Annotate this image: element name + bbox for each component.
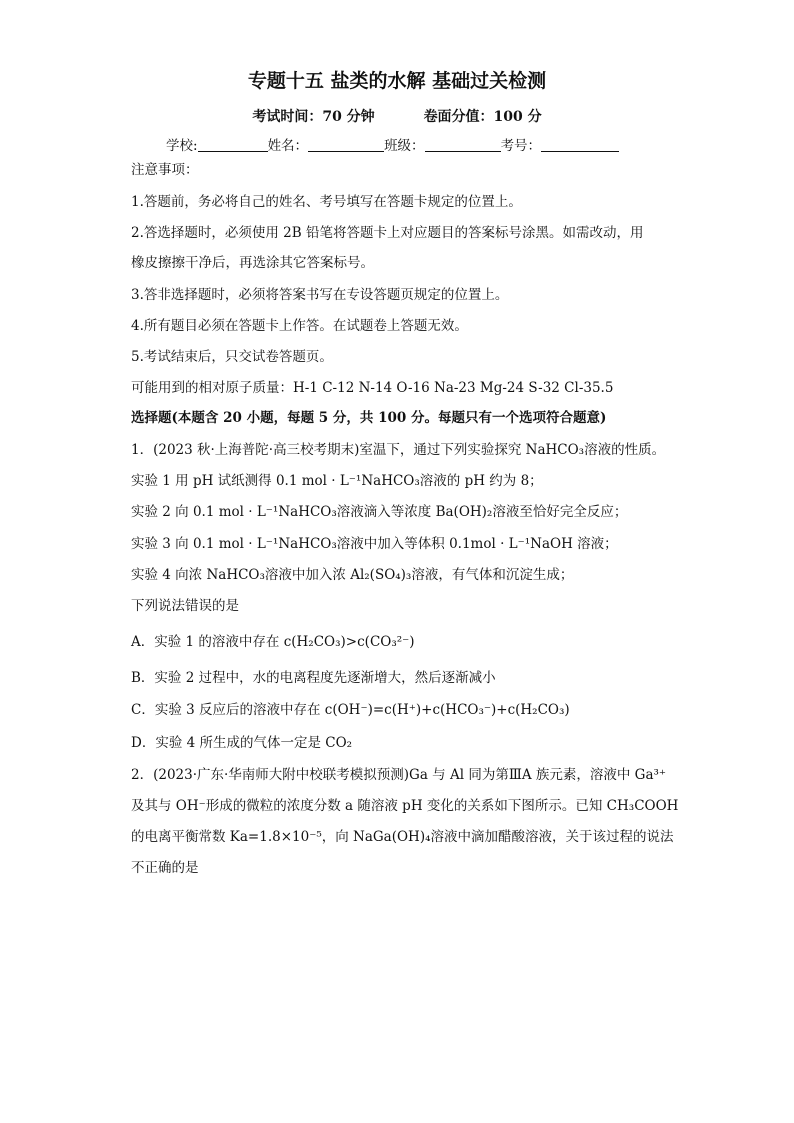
student-info-row xyxy=(166,134,619,154)
question-2-line: 2．(2023·广东·华南师大附中校联考模拟预测)Ga 与 Al 同为第ⅢA 族元素，溶液中 Ga³⁺ xyxy=(131,767,667,783)
question-2-line: 不正确的是 xyxy=(131,860,199,876)
school-field[interactable] xyxy=(198,137,268,152)
total-score: 卷面分值：100 分 xyxy=(423,109,542,125)
exam-meta xyxy=(0,106,794,126)
question-1-stem: 1．(2023 秋·上海普陀·高三校考期末)室温下，通过下列实验探究 NaHCO₃溶液的性质。 xyxy=(131,442,666,458)
exam-number-field[interactable] xyxy=(541,137,619,152)
exam-time: 考试时间：70 分钟 xyxy=(252,109,375,125)
notice-item: 1.答题前，务必将自己的姓名、考号填写在答题卡规定的位置上。 xyxy=(131,194,522,210)
notice-heading: 注意事项： xyxy=(131,162,199,178)
option-a: A．实验 1 的溶液中存在 c(H₂CO₃)>c(CO₃²⁻) xyxy=(131,634,415,650)
page-title: 专题十五 盐类的水解 基础过关检测 xyxy=(247,70,547,92)
name-field[interactable] xyxy=(308,137,384,152)
exam-number-label: 考号： xyxy=(500,138,542,154)
notice-item: 橡皮擦擦干净后，再选涂其它答案标号。 xyxy=(131,255,374,271)
experiment-3: 实验 3 向 0.1 mol · L⁻¹NaHCO₃溶液中加入等体积 0.1mol · L⁻¹NaOH 溶液； xyxy=(131,536,618,552)
option-d: D．实验 4 所生成的气体一定是 CO₂ xyxy=(131,735,353,751)
school-label: 学校: xyxy=(166,138,198,154)
option-c: C．实验 3 反应后的溶液中存在 c(OH⁻)=c(H⁺)+c(HCO₃⁻)+c(H₂CO₃) xyxy=(131,702,570,718)
experiment-2: 实验 2 向 0.1 mol · L⁻¹NaHCO₃溶液滴入等浓度 Ba(OH)₂溶液至恰好完全反应； xyxy=(131,504,628,520)
question-2-line: 的电离平衡常数 Ka=1.8×10⁻⁵，向 NaGa(OH)₄溶液中滴加醋酸溶液，关于该过程的说法 xyxy=(131,829,674,845)
notice-item: 3.答非选择题时，必须将答案书写在专设答题页规定的位置上。 xyxy=(131,287,509,303)
question-2-line: 及其与 OH⁻形成的微粒的浓度分数 a 随溶液 pH 变化的关系如下图所示。已知 CH₃COOH xyxy=(131,798,679,814)
notice-item: 4.所有题目必须在答题卡上作答。在试题卷上答题无效。 xyxy=(131,318,468,334)
notice-item: 5.考试结束后，只交试卷答题页。 xyxy=(131,349,333,365)
name-label: 姓名： xyxy=(267,138,309,154)
class-field[interactable] xyxy=(425,137,501,152)
experiment-1: 实验 1 用 pH 试纸测得 0.1 mol · L⁻¹NaHCO₃溶液的 pH 约为 8； xyxy=(131,473,543,489)
class-label: 班级： xyxy=(384,138,425,154)
section-heading: 选择题(本题含 20 小题，每题 5 分，共 100 分。每题只有一个选项符合题意) xyxy=(131,410,607,426)
experiment-4: 实验 4 向浓 NaHCO₃溶液中加入浓 Al₂(SO₄)₃溶液，有气体和沉淀生成； xyxy=(131,567,574,583)
notice-item: 2.答选择题时，必须使用 2B 铅笔将答题卡上对应题目的答案标号涂黑。如需改动，用 xyxy=(131,225,644,241)
option-b: B．实验 2 过程中，水的电离程度先逐渐增大，然后逐渐减小 xyxy=(131,670,496,686)
atomic-masses: 可能用到的相对原子质量：H-1 C-12 N-14 O-16 Na-23 Mg-24 S-32 Cl-35.5 xyxy=(131,380,614,396)
question-1-prompt: 下列说法错误的是 xyxy=(131,598,239,614)
